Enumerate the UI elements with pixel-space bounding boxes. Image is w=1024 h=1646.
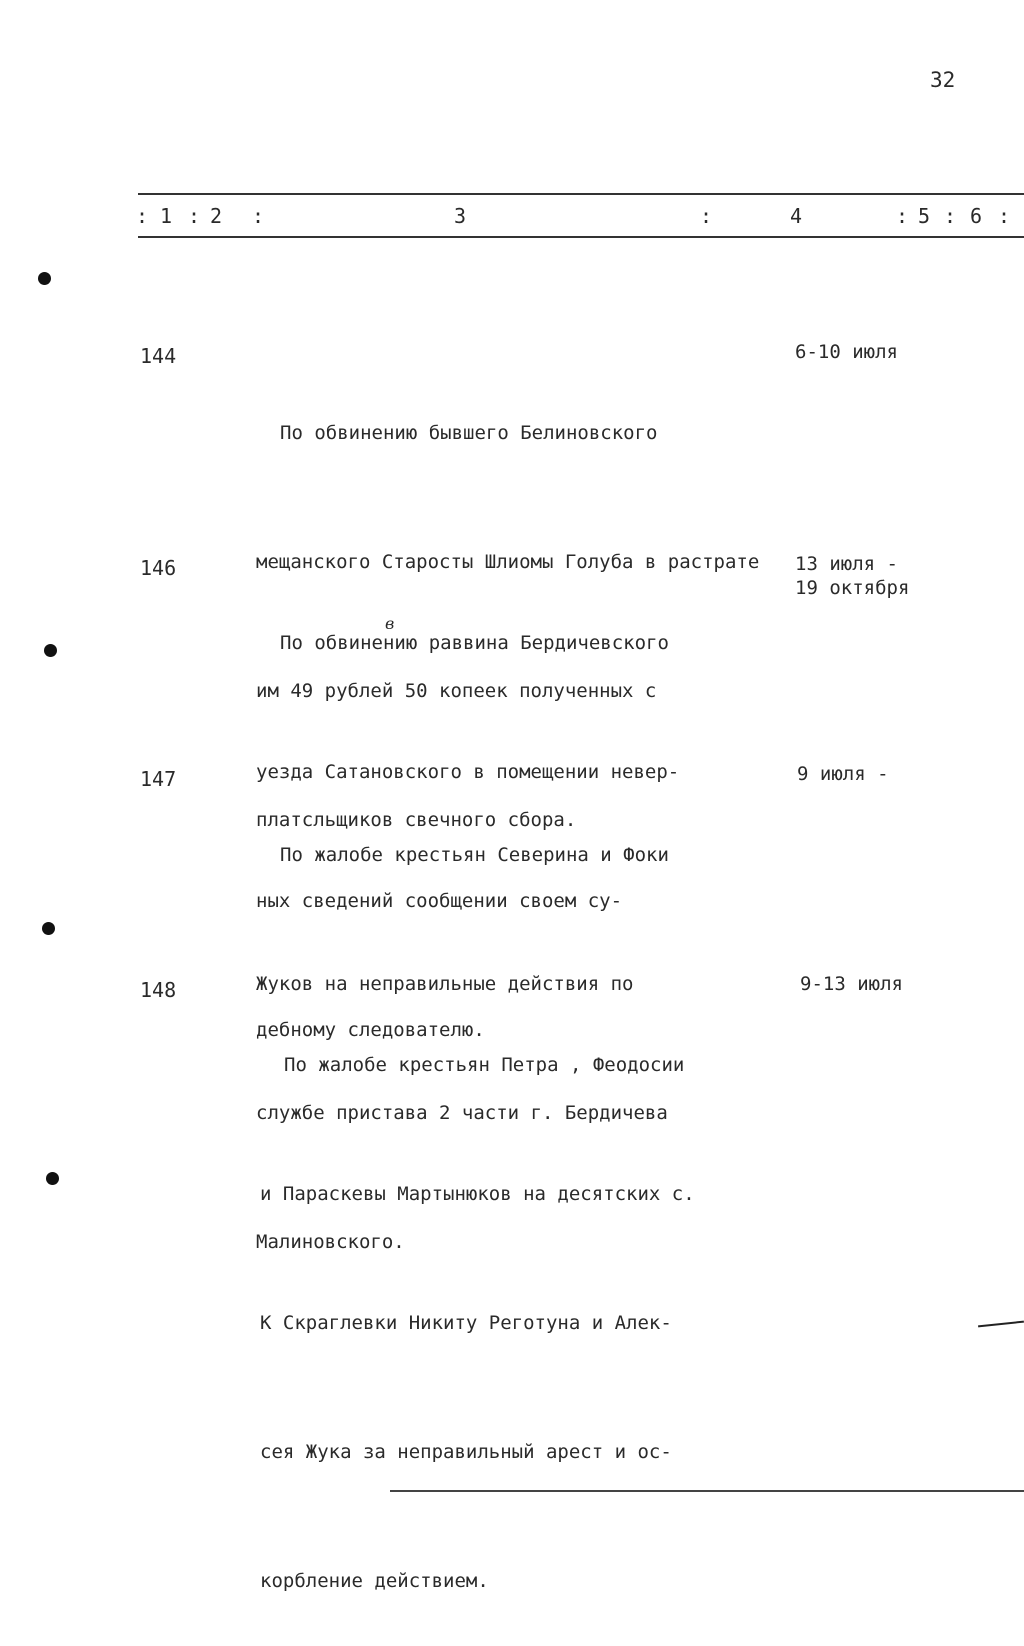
column-separator: : (252, 204, 265, 228)
row-number: 146 (140, 556, 177, 580)
text-line: сея Жука за неправильный арест и ос- (260, 1441, 672, 1463)
text-line: платсльщиков свечного сбора. (256, 809, 577, 831)
row-number: 148 (140, 978, 177, 1002)
text-line: По жалобе крестьян Северина и Фоки (280, 844, 669, 866)
column-separator: : (998, 204, 1011, 228)
text-line: По обвинению бывшего Белиновского (280, 422, 658, 444)
text-line: Жуков на неправильные действия по (256, 973, 634, 995)
row-date: 6-10 июля (795, 341, 898, 363)
page-number: 32 (930, 68, 956, 92)
column-separator: : (896, 204, 909, 228)
header-rule-top (138, 193, 1024, 195)
column-number-6: 6 (970, 204, 983, 228)
text-line: корбление действием. (260, 1570, 489, 1592)
text-line: службе пристава 2 части г. Бердичева (256, 1102, 668, 1124)
row-date: 9 июля - (797, 763, 889, 785)
header-rule-bottom (138, 236, 1024, 238)
row-date: 13 июля - 19 октября (795, 553, 910, 599)
text-line: мещанского Старосты Шлиомы Голуба в растрате (256, 551, 760, 573)
row-description (256, 958, 776, 1646)
column-separator: : (700, 204, 713, 228)
column-separator: : (944, 204, 957, 228)
punch-hole-mark (42, 922, 55, 935)
text-line: ных сведений сообщении своем су- (256, 890, 623, 912)
margin-pen-stroke (978, 1321, 1024, 1328)
row-date: 9-13 июля (800, 973, 903, 995)
column-number-5: 5 (918, 204, 931, 228)
punch-hole-mark (46, 1172, 59, 1185)
text-line: им 49 рублей 50 копеек полученных с (256, 680, 657, 702)
text-line: уезда Сатановского в помещении невер- (256, 761, 680, 783)
text-line: По жалобе крестьян Петра , Феодосии (284, 1054, 685, 1076)
column-separator: : (188, 204, 201, 228)
row-number: 147 (140, 767, 177, 791)
column-header-row (136, 204, 1024, 234)
column-number-2: 2 (210, 204, 223, 228)
column-number-1: 1 (160, 204, 173, 228)
text-line: Малиновского. (256, 1231, 405, 1253)
punch-hole-mark (38, 272, 51, 285)
column-separator: : (136, 204, 149, 228)
punch-hole-mark (44, 644, 57, 657)
text-line: К Скраглевки Никиту Реготуна и Алек- (260, 1312, 672, 1334)
column-number-4: 4 (790, 204, 803, 228)
text-line: По обвинению раввина Бердичевского (280, 632, 669, 654)
bottom-edge-rule (390, 1490, 1024, 1492)
text-line: и Параскевы Мартынюков на десятских с. (260, 1183, 695, 1205)
handwritten-insertion: в (385, 614, 395, 633)
column-number-3: 3 (454, 204, 467, 228)
text-line: дебному следователю. (256, 1019, 485, 1041)
row-number: 144 (140, 344, 177, 368)
